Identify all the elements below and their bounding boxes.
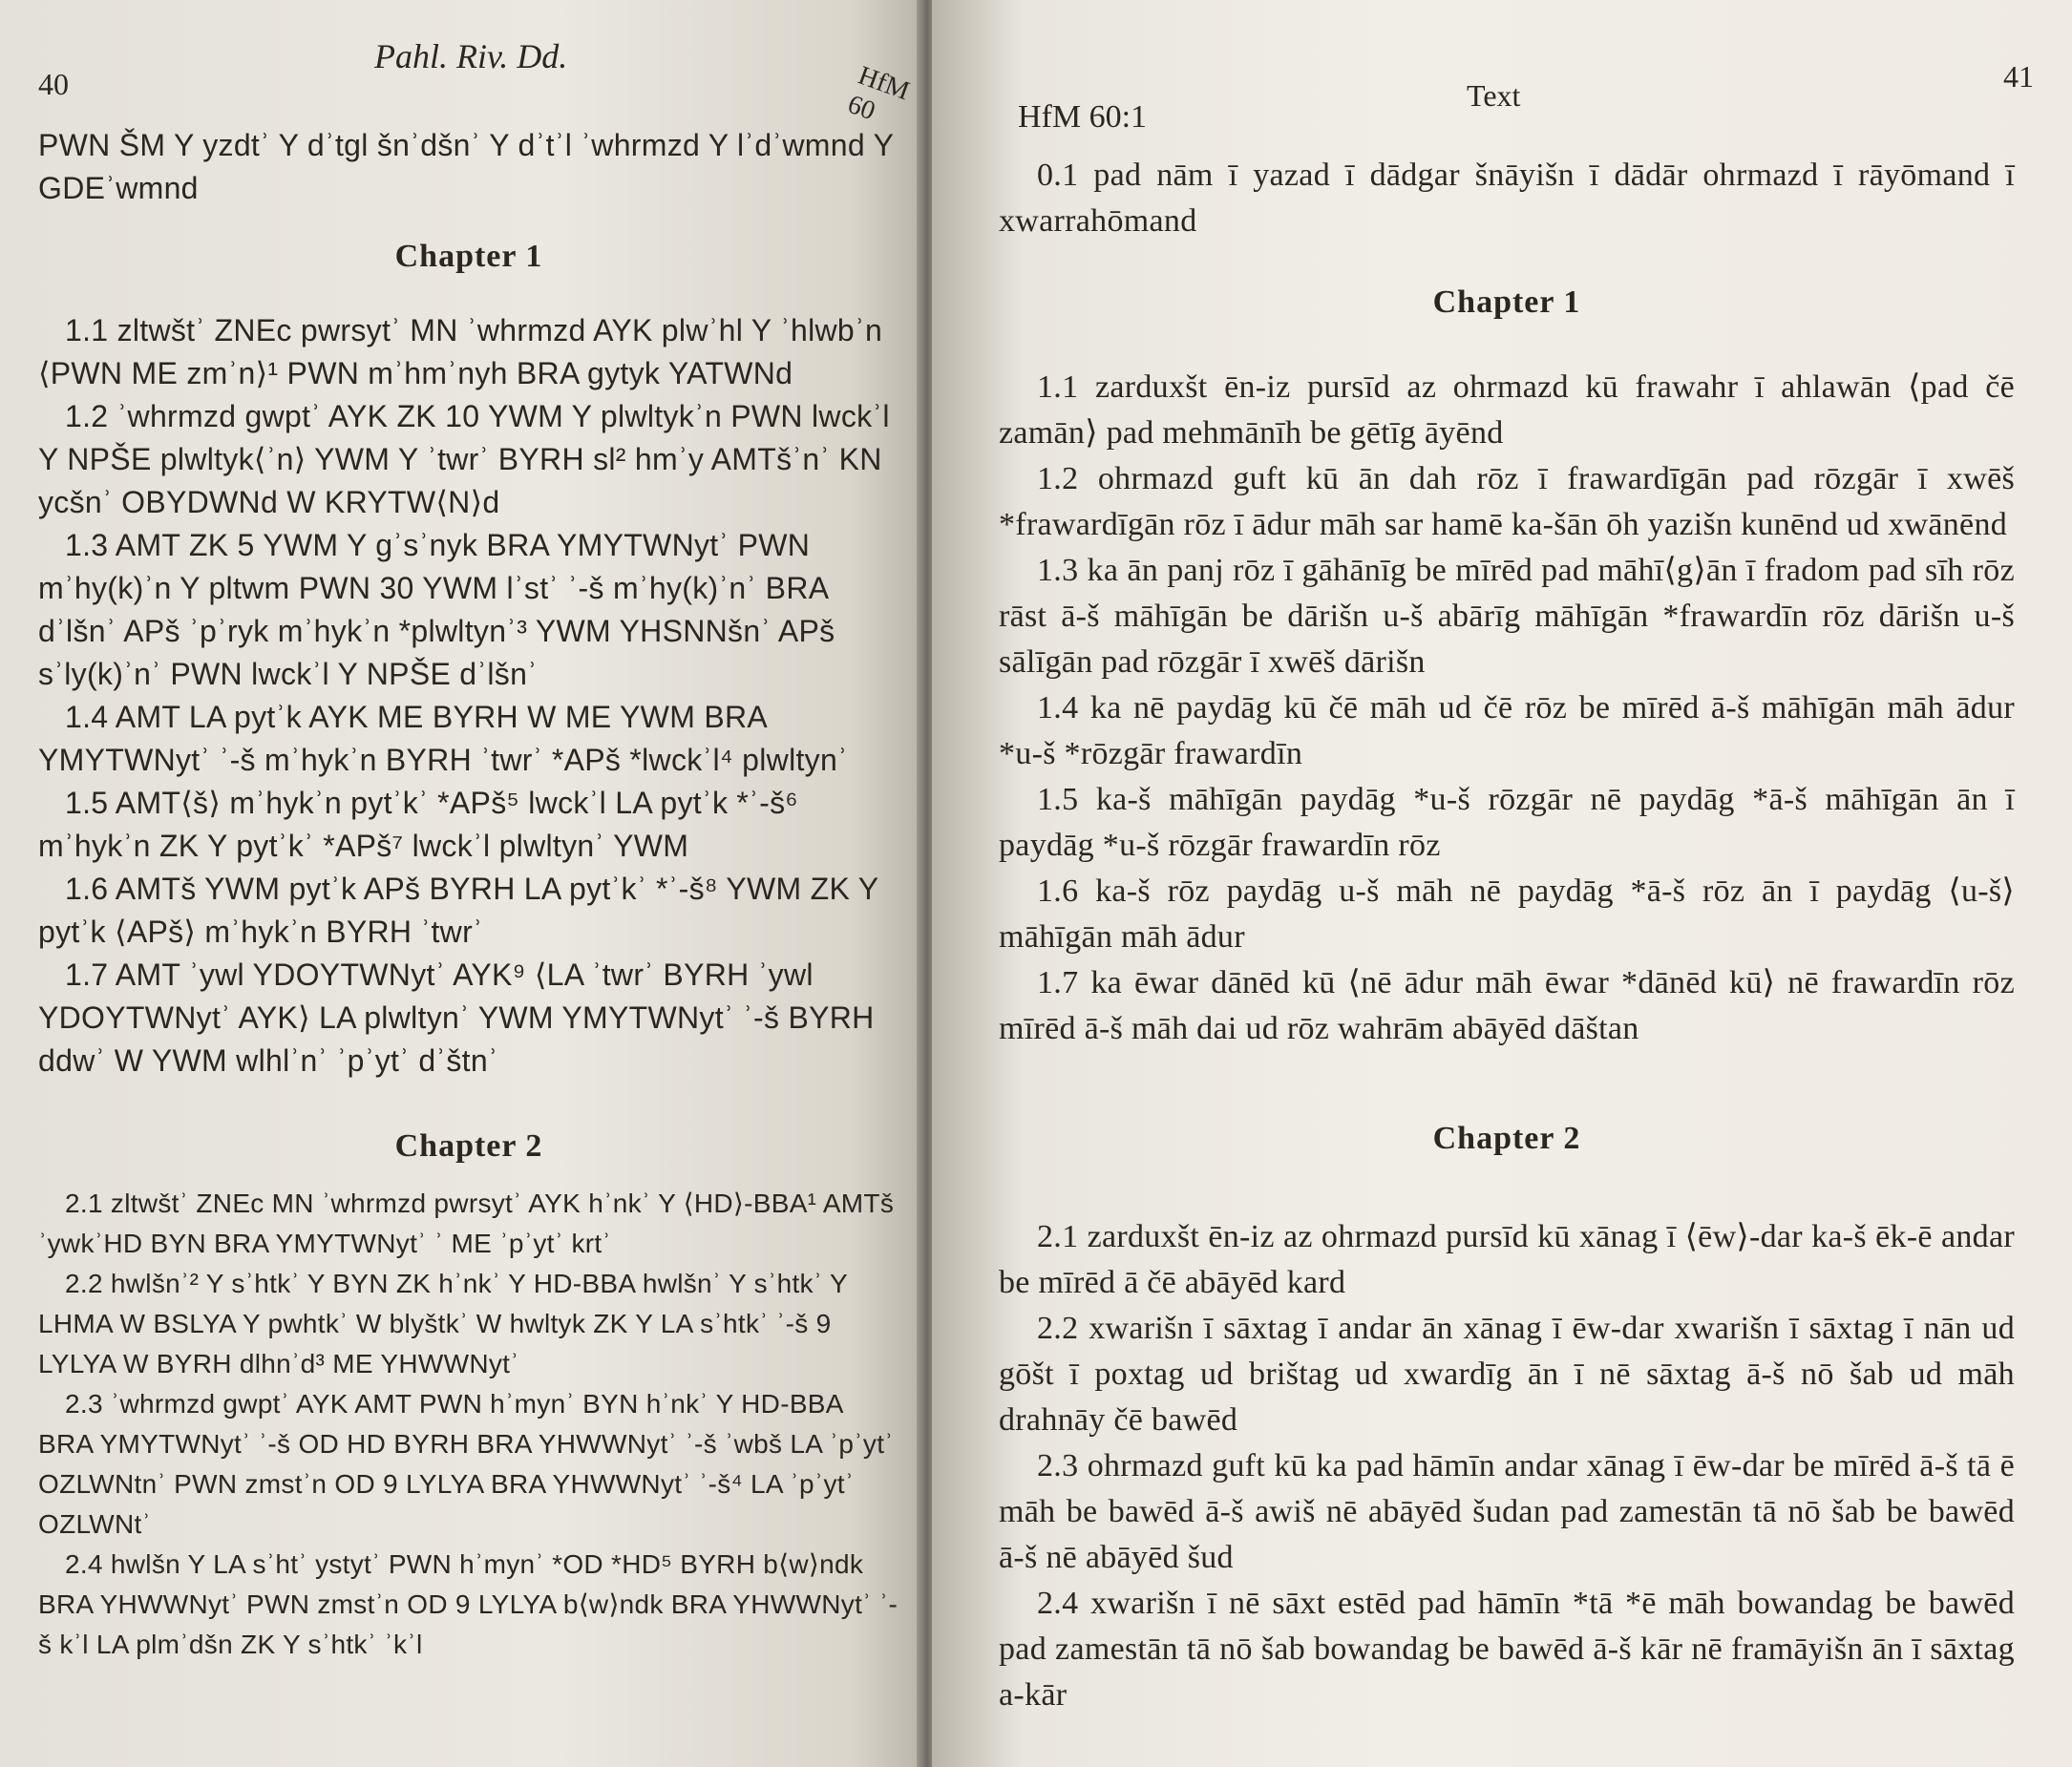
left-chapter2-heading: Chapter 2	[394, 1128, 543, 1164]
left-para-1-1: 1.1 zltwštʾ ZNEc pwrsytʾ MN ʾwhrmzd AYK plwʾhl Y ʾhlwbʾn ⟨PWN ME zmʾn⟩¹ PWN mʾhmʾnyh BRA gytyk YATWNd	[38, 313, 883, 390]
right-page	[932, 0, 2072, 1767]
left-para-1-3: 1.3 AMT ZK 5 YWM Y gʾsʾnyk BRA YMYTWNytʾ PWN mʾhy(k)ʾn Y pltwm PWN 30 YWM lʾstʾ ʾ-š mʾhy(k)ʾnʾ BRA dʾlšnʾ APš ʾpʾryk mʾhykʾn *plwltynʾ³ YWM YHSNNšnʾ APš sʾly(k)ʾnʾ PWN lwckʾl Y NPŠE dʾlšnʾ	[38, 528, 835, 691]
left-page-number: 40	[38, 67, 69, 101]
right-para-2-1: 2.1 zarduxšt ēn-iz az ohrmazd pursīd kū xānag ī ⟨ēw⟩-dar ka-š ēk-ē andar be mīrēd ā čē abāyēd kard	[999, 1219, 2015, 1300]
left-para-2-1: 2.1 zltwštʾ ZNEc MN ʾwhrmzd pwrsytʾ AYK hʾnkʾ Y ⟨HD⟩-BBA¹ AMTš ʾywkʾHD BYN BRA YMYTWNytʾ ʾ ME ʾpʾytʾ krtʾ	[38, 1189, 895, 1258]
right-chapter2-heading: Chapter 2	[1432, 1121, 1581, 1156]
left-para-1-6: 1.6 AMTš YWM pytʾk APš BYRH LA pytʾkʾ *ʾ-š⁸ YWM ZK Y pytʾk ⟨APš⟩ mʾhykʾn BYRH ʾtwrʾ	[38, 872, 878, 949]
right-page-body	[932, 153, 2072, 1718]
right-para-2-4: 2.4 xwarišn ī nē sāxt estēd pad hāmīn *tā *ē māh bowandag be bawēd pad zamestān tā nō šab bowandag be bawēd ā-š kār nē framāyišn ān ī sāxtag a-kār	[999, 1586, 2015, 1713]
right-manuscript-ref: HfM 60:1	[1018, 99, 1148, 135]
left-para-1-4: 1.4 AMT LA pytʾk AYK ME BYRH W ME YWM BRA YMYTWNytʾ ʾ-š mʾhykʾn BYRH ʾtwrʾ *APš *lwckʾl⁴ plwltynʾ	[38, 700, 849, 777]
right-para-1-6: 1.6 ka-š rōz paydāg u-š māh nē paydāg *ā-š rōz ān ī paydāg ⟨u-š⟩ māhīgān māh ādur	[999, 873, 2015, 955]
left-manuscript-ref: HfM 60	[843, 60, 914, 127]
left-para-2-3: 2.3 ʾwhrmzd gwptʾ AYK AMT PWN hʾmynʾ BYN hʾnkʾ Y HD-BBA BRA YMYTWNytʾ ʾ-š OD HD BYRH BRA YHWWNytʾ ʾ-š ʾwbš LA ʾpʾytʾ OZLWNtnʾ PWN zmstʾn OD 9 LYLYA BRA YHWWNytʾ ʾ-š⁴ LA ʾpʾytʾ OZLWNtʾ	[38, 1389, 894, 1539]
left-intro-paragraph: PWN ŠM Y yzdtʾ Y dʾtgl šnʾdšnʾ Y dʾtʾl ʾwhrmzd Y lʾdʾwmnd Y GDEʾwmnd	[38, 128, 894, 205]
right-page-header	[932, 19, 2072, 135]
right-para-1-4: 1.4 ka nē paydāg kū čē māh ud čē rōz be mīrēd ā-š māhīgān māh ādur *u-š *rōzgār frawardīn	[999, 690, 2015, 771]
left-para-1-7: 1.7 AMT ʾywl YDOYTWNytʾ AYK⁹ ⟨LA ʾtwrʾ BYRH ʾywl YDOYTWNytʾ AYK⟩ LA plwltynʾ YWM YMYTWNytʾ ʾ-š BYRH ddwʾ W YWM wlhlʾnʾ ʾpʾytʾ dʾštnʾ	[38, 957, 875, 1078]
left-para-2-4: 2.4 hwlšn Y LA sʾhtʾ ystytʾ PWN hʾmynʾ *OD *HD⁵ BYRH b⟨w⟩ndk BRA YHWWNytʾ PWN zmstʾn OD 9 LYLYA b⟨w⟩ndk BRA YHWWNytʾ ʾ-š kʾl LA plmʾdšn ZK Y sʾhtkʾ ʾkʾl	[38, 1549, 899, 1659]
left-para-1-2: 1.2 ʾwhrmzd gwptʾ AYK ZK 10 YWM Y plwltykʾn PWN lwckʾl Y NPŠE plwltyk⟨ʾn⟩ YWM Y ʾtwrʾ BYRH sl² hmʾy AMTšʾnʾ KN ycšnʾ OBYDWNd W KRYTW⟨N⟩d	[38, 399, 890, 519]
left-para-2-2: 2.2 hwlšnʾ² Y sʾhtkʾ Y BYN ZK hʾnkʾ Y HD-BBA hwlšnʾ Y sʾhtkʾ Y LHMA W BSLYA Y pwhtkʾ W blyštkʾ W hwltyk ZK Y LA sʾhtkʾ ʾ-š 9 LYLYA W BYRH dlhnʾd³ ME YHWWNytʾ	[38, 1269, 848, 1378]
left-page-body	[0, 124, 926, 1665]
right-para-2-3: 2.3 ohrmazd guft kū ka pad hāmīn andar xānag ī ēw-dar be mīrēd ā-š tā ē māh be bawēd ā-š awiš nē abāyēd šudan pad zamestān tā nō šab be bawēd ā-š nē abāyēd šud	[999, 1448, 2015, 1575]
left-page	[0, 0, 926, 1767]
right-para-1-3: 1.3 ka ān panj rōz ī gāhānīg be mīrēd pad māhī⟨g⟩ān ī fradom pad sīh rōz rāst ā-š māhīgān be dārišn u-š abārīg māhīgān *frawardīn rōz dārišn u-š sālīgān pad rōzgār ī xwēš dārišn	[999, 553, 2015, 680]
left-page-header	[0, 19, 926, 127]
right-running-head: Text	[1467, 78, 1521, 113]
right-para-2-2: 2.2 xwarišn ī sāxtag ī andar ān xānag ī ēw-dar xwarišn ī sāxtag ī nān ud gōšt ī poxtag ud brištag ud xwardīg ān ī nē sāxtag ā-š nō šab ud māh drahnāy čē bawēd	[999, 1311, 2015, 1438]
right-page-number: 41	[2003, 59, 2034, 94]
left-para-1-5: 1.5 AMT⟨š⟩ mʾhykʾn pytʾkʾ *APš⁵ lwckʾl LA pytʾk *ʾ-š⁶ mʾhykʾn ZK Y pytʾkʾ *APš⁷ lwckʾl plwltynʾ YWM	[38, 786, 798, 863]
left-chapter1-heading: Chapter 1	[394, 239, 543, 274]
right-para-1-7: 1.7 ka ēwar dānēd kū ⟨nē ādur māh ēwar *dānēd kū⟩ nē frawardīn rōz mīrēd ā-š māh dai ud rōz wahrām abāyēd dāštan	[999, 965, 2015, 1046]
right-para-1-5: 1.5 ka-š māhīgān paydāg *u-š rōzgār nē paydāg *ā-š māhīgān ān ī paydāg *u-š rōzgār frawardīn rōz	[999, 782, 2015, 863]
right-intro-paragraph: 0.1 pad nām ī yazad ī dādgar šnāyišn ī dādār ohrmazd ī rāyōmand ī xwarrahōmand	[999, 158, 2015, 239]
right-para-1-2: 1.2 ohrmazd guft kū ān dah rōz ī frawardīgān pad rōzgār ī xwēš *frawardīgān rōz ī ādur māh sar hamē ka-šān ōh yazišn kunēnd ud xwānēnd	[999, 461, 2015, 542]
right-chapter1-heading: Chapter 1	[1432, 284, 1581, 320]
left-running-head: Pahl. Riv. Dd.	[374, 37, 568, 75]
right-para-1-1: 1.1 zarduxšt ēn-iz pursīd az ohrmazd kū frawahr ī ahlawān ⟨pad čē zamān⟩ pad mehmānīh be gētīg āyēnd	[999, 369, 2015, 451]
